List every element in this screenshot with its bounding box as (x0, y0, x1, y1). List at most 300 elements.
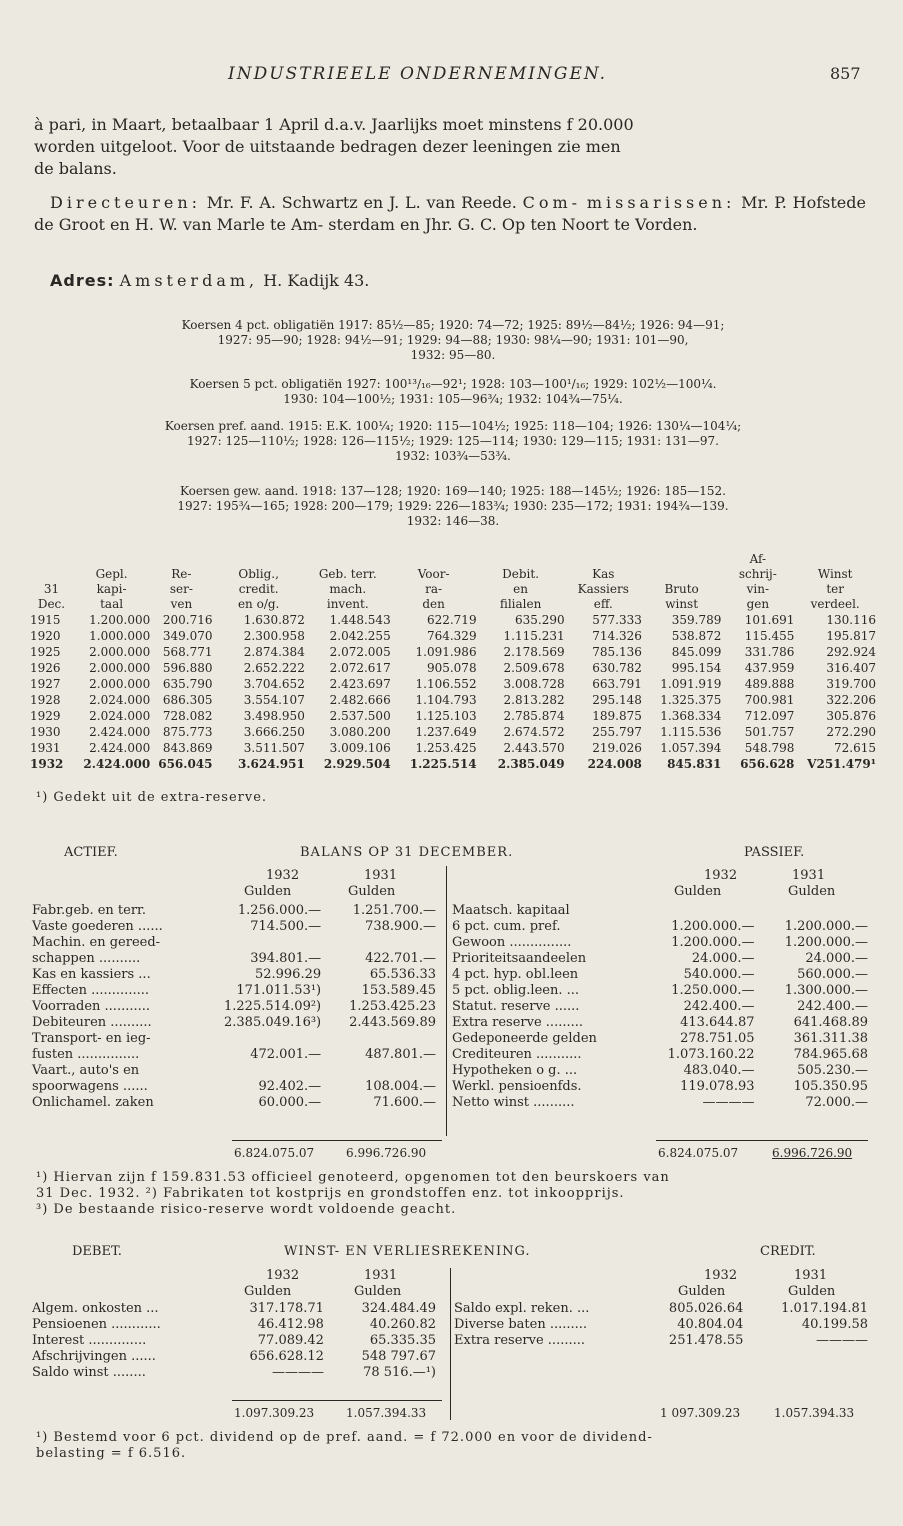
table-cell: 3.554.107 (243, 693, 305, 707)
value-1931: 422.701.— (365, 950, 436, 966)
row-label: Kas en kassiers ... (32, 966, 151, 982)
col-header-text: Debit. en filialen (499, 567, 542, 611)
value-1931: 65.536.33 (369, 966, 436, 982)
table-cell: 2.509.678 (503, 661, 565, 675)
table-cell: 319.700 (826, 677, 876, 691)
table-cell: 292.924 (826, 645, 876, 659)
table-cell: 1.115.231 (503, 629, 565, 643)
value-1932: 1.200.000.— (671, 934, 755, 950)
table-cell: 635.790 (162, 677, 213, 691)
koersen-line: 1932: 146—38. (406, 514, 500, 528)
col-header-text: Kas Kassiers eff. (577, 567, 629, 611)
statement-row (32, 1300, 440, 1316)
table-cell: 1.091.986 (415, 645, 477, 659)
row-label: 4 pct. hyp. obl.leen (452, 966, 579, 982)
credit-table (454, 1300, 872, 1348)
row-label: Interest .............. (32, 1332, 147, 1348)
directeuren-text: Mr. F. A. Schwartz en J. L. van Reede. (206, 193, 517, 212)
value-1931: 548 797.67 (361, 1348, 436, 1364)
table-cell: 2.024.000 (89, 709, 151, 723)
table-cell: 1.368.334 (660, 709, 722, 723)
value-1931: 242.400.— (797, 998, 868, 1014)
table-cell: 712.097 (744, 709, 795, 723)
koersen-block (30, 377, 876, 407)
actief-table (32, 902, 440, 1110)
value-1931: 784.965.68 (793, 1046, 868, 1062)
table-cell: 2.424.000 (89, 741, 151, 755)
table-row (30, 660, 876, 676)
col-header-text: Winst ter verdeel. (810, 567, 860, 611)
row-label: Prioriteitsaandeelen (452, 950, 587, 966)
row-label: Extra reserve ......... (454, 1332, 585, 1348)
footnote-line: ¹) Bestemd voor 6 pct. dividend op de pref. aand. = f 72.000 en voor de dividend- (36, 1430, 653, 1445)
value-1931: 1.251.700.— (352, 902, 436, 918)
adres-label: Adres: (50, 271, 115, 290)
row-label: Vaart., auto's en (32, 1062, 140, 1078)
value-1931: 105.350.95 (793, 1078, 868, 1094)
table-cell: 656.045 (158, 757, 213, 771)
col-header-text: Geb. terr. mach. invent. (318, 567, 377, 611)
value-1931: 2.443.569.89 (349, 1014, 436, 1030)
statement-row (452, 1062, 872, 1078)
table-cell: 2.813.282 (503, 693, 565, 707)
debet-table (32, 1300, 440, 1380)
row-label: Saldo winst ........ (32, 1364, 146, 1380)
statement-row (452, 1094, 872, 1110)
table-row (30, 708, 876, 724)
table-row (30, 724, 876, 740)
value-1931: 1.253.425.23 (349, 998, 436, 1014)
value-1932: 413.644.87 (680, 1014, 755, 1030)
table-cell: 224.008 (587, 757, 642, 771)
passief-total-1931: 6.996.726.90 (772, 1146, 853, 1160)
actief-total-rule (232, 1140, 442, 1141)
value-1931 (325, 1062, 440, 1078)
value-1931: 40.260.82 (369, 1316, 436, 1332)
table-cell: 1.325.375 (660, 693, 722, 707)
unit-label: Gulden (354, 1284, 402, 1299)
table-cell: 2.443.570 (503, 741, 565, 755)
value-1932: 394.801.— (250, 950, 322, 966)
row-label: Transport- en ieg- (32, 1030, 151, 1046)
statement-row (452, 902, 872, 918)
col-header (565, 540, 642, 612)
table-cell: 995.154 (671, 661, 722, 675)
value-1932: 1.250.000.— (671, 982, 755, 998)
row-label: Effecten .............. (32, 982, 149, 998)
row-label: Werkl. pensioenfds. (452, 1078, 582, 1094)
value-1931 (325, 934, 440, 950)
header-title: INDUSTRIEELE ONDERNEMINGEN. (228, 64, 608, 84)
winst-divider (450, 1268, 451, 1420)
koersen-line: 1927: 125—110½; 1928: 126—115½; 1929: 125—114; 1930: 129—115; 1931: 131—97. (187, 434, 719, 448)
credit-total-1931: 1.057.394.33 (774, 1406, 855, 1420)
row-label: Netto winst .......... (452, 1094, 575, 1110)
value-1932: 119.078.93 (680, 1078, 755, 1094)
table-cell: 3.704.652 (243, 677, 305, 691)
value-1932: ———— (271, 1364, 324, 1380)
unit-label: Gulden (348, 884, 396, 899)
col-header (73, 540, 150, 612)
table-cell: 1928 (30, 693, 61, 707)
row-label: 5 pct. oblig.leen. ... (452, 982, 579, 998)
koersen-line: Koersen gew. aand. 1918: 137—128; 1920: 169—140; 1925: 188—145½; 1926: 185—152. (180, 484, 726, 498)
col-header (213, 540, 305, 612)
table-cell: 3.009.106 (329, 741, 391, 755)
value-1931: 40.199.58 (801, 1316, 868, 1332)
statement-row (454, 1316, 872, 1332)
value-1932: 242.400.— (683, 998, 755, 1014)
value-1931: 78 516.—¹) (363, 1364, 436, 1380)
table-cell: 3.080.200 (329, 725, 391, 739)
unit-label: Gulden (788, 884, 836, 899)
value-1932: 317.178.71 (249, 1300, 324, 1316)
statement-row (452, 950, 872, 966)
row-label: spoorwagens ...... (32, 1078, 148, 1094)
table-cell: 3.008.728 (503, 677, 565, 691)
statement-row (32, 1046, 440, 1062)
passief-heading: PASSIEF. (744, 845, 805, 860)
row-label: Gedeponeerde gelden (452, 1030, 597, 1046)
actief-total-1932: 6.824.075.07 (234, 1146, 315, 1160)
table-cell: 322.206 (826, 693, 876, 707)
value-1932: 714.500.— (250, 918, 322, 934)
table-cell: 1.057.394 (660, 741, 722, 755)
table-cell: 1.630.872 (243, 613, 305, 627)
row-label: Onlichamel. zaken (32, 1094, 154, 1110)
row-label: Afschrijvingen ...... (32, 1348, 156, 1364)
table-cell: 200.716 (162, 613, 213, 627)
table-cell: 2.000.000 (89, 645, 151, 659)
table-cell: 905.078 (426, 661, 477, 675)
value-1931: 65.335.35 (369, 1332, 436, 1348)
table-cell: 1915 (30, 613, 61, 627)
table-cell: 1927 (30, 677, 61, 691)
table-cell: 700.981 (744, 693, 795, 707)
statement-row (452, 1030, 872, 1046)
koersen-line: 1930: 104—100½; 1931: 105—96¾; 1932: 104¾—75¼. (283, 392, 623, 406)
table-cell: 331.786 (744, 645, 795, 659)
table-cell: 2.874.384 (243, 645, 305, 659)
value-1931 (759, 902, 873, 918)
row-label: Crediteuren ........... (452, 1046, 582, 1062)
unit-label: Gulden (678, 1284, 726, 1299)
table-cell: 72.615 (834, 741, 876, 755)
value-1932 (197, 1030, 325, 1046)
col-header-text: 31 Dec. (37, 582, 66, 611)
statement-row (454, 1332, 872, 1348)
table-cell: 437.959 (744, 661, 795, 675)
passief-table (452, 902, 872, 1110)
adres-city: Amsterdam, (119, 271, 259, 290)
value-1932: 805.026.64 (668, 1300, 744, 1316)
value-1931: 641.468.89 (793, 1014, 868, 1030)
koersen-line: Koersen 4 pct. obligatiën 1917: 85½—85; 1920: 74—72; 1925: 89½—84½; 1926: 94—91; (181, 318, 725, 332)
col-header (477, 540, 565, 612)
value-1931: 1.200.000.— (784, 918, 868, 934)
table-cell: 2.072.617 (329, 661, 391, 675)
footnote-line: belasting = f 6.516. (36, 1446, 187, 1461)
debet-total-1931: 1.057.394.33 (346, 1406, 427, 1420)
value-1932: 52.996.29 (254, 966, 322, 982)
table-cell: 2.178.569 (503, 645, 565, 659)
running-header (0, 58, 903, 88)
row-label: Hypotheken o g. ... (452, 1062, 578, 1078)
table-cell: 714.326 (592, 629, 642, 643)
credit-heading: CREDIT. (760, 1244, 816, 1259)
debet-total-1932: 1.097.309.23 (234, 1406, 315, 1420)
value-1931: 1.017.194.81 (781, 1300, 868, 1316)
intro-line: de balans. (34, 159, 117, 178)
value-1932: 46.412.98 (257, 1316, 324, 1332)
table-cell: 2.072.005 (329, 645, 391, 659)
value-1932: 24.000.— (691, 950, 755, 966)
value-1932 (640, 902, 758, 918)
balans-divider (446, 866, 447, 1136)
value-1932: 472.001.— (250, 1046, 322, 1062)
directeuren-label: Directeuren: (50, 193, 202, 212)
koersen-block (30, 419, 876, 464)
table-cell: 359.789 (671, 613, 722, 627)
commissarissen-text: Mr. P. Hofstede de Groot en H. W. van Marle te Am- (34, 193, 866, 234)
row-label: Debiteuren .......... (32, 1014, 152, 1030)
value-1932: 1.256.000.— (237, 902, 322, 918)
table-cell: 764.329 (426, 629, 477, 643)
value-1932: 171.011.53¹) (236, 982, 322, 998)
statement-row (32, 902, 440, 918)
statement-row (452, 966, 872, 982)
table-cell: 1925 (30, 645, 61, 659)
footnote-line: 31 Dec. 1932. ²) Fabrikaten tot kostprijs en grondstoffen enz. tot inkoopprijs. (36, 1186, 625, 1201)
table-cell: 2.537.500 (329, 709, 391, 723)
statement-row (454, 1300, 872, 1316)
table-cell: 1.225.514 (409, 757, 477, 771)
table-cell: 845.099 (671, 645, 722, 659)
statement-row (32, 1364, 440, 1380)
row-label: Pensioenen ............ (32, 1316, 161, 1332)
col-header (391, 540, 477, 612)
table-cell: 219.026 (592, 741, 642, 755)
table-cell: V251.479¹ (807, 757, 876, 771)
value-1931: ———— (816, 1332, 868, 1348)
table-cell: 3.666.250 (243, 725, 305, 739)
table-cell: 635.290 (514, 613, 565, 627)
unit-label: Gulden (788, 1284, 836, 1299)
passief-total-rule (656, 1140, 868, 1141)
statement-row (32, 1348, 440, 1364)
koersen-line: Koersen 5 pct. obligatiën 1927: 100¹³/₁₆—92¹; 1928: 103—100¹/₁₆; 1929: 102½—100¼. (189, 377, 717, 391)
koersen-line: 1932: 95—80. (410, 348, 496, 362)
value-1931: 1.200.000.— (784, 934, 868, 950)
col-header (305, 540, 391, 612)
koersen-block (30, 484, 876, 529)
table-row (30, 628, 876, 644)
table-cell: 843.869 (162, 741, 213, 755)
winst-footnote (36, 1430, 868, 1462)
value-1932: 1.200.000.— (671, 918, 755, 934)
col-header-text: Gepl. kapi- taal (95, 567, 128, 611)
table-cell: 785.136 (592, 645, 642, 659)
value-1932: 77.089.42 (257, 1332, 324, 1348)
intro-paragraph (34, 114, 866, 180)
value-1931: 153.589.45 (361, 982, 436, 998)
statement-row (452, 1078, 872, 1094)
row-label: Vaste goederen ...... (32, 918, 163, 934)
col-header (721, 540, 794, 612)
balans-footnotes (36, 1170, 868, 1218)
table-cell: 3.624.951 (238, 757, 305, 771)
commissarissen-label-a: Com- (522, 193, 582, 212)
financial-history-table (30, 540, 876, 772)
statement-row (452, 934, 872, 950)
value-1932: 656.628.12 (249, 1348, 324, 1364)
table-cell: 2.424.000 (83, 757, 151, 771)
table-row (30, 692, 876, 708)
table-cell: 130.116 (826, 613, 876, 627)
balans-title: BALANS OP 31 DECEMBER. (300, 845, 514, 860)
table-cell: 115.455 (744, 629, 795, 643)
col-header (150, 540, 212, 612)
koersen-line: Koersen pref. aand. 1915: E.K. 100¼; 1920: 115—104½; 1925: 118—104; 1926: 130¼—104¼; (164, 419, 742, 433)
year-label: 1931 (364, 868, 398, 883)
col-header (642, 540, 721, 612)
year-label: 1932 (266, 868, 300, 883)
table-cell: 2.785.874 (503, 709, 565, 723)
debet-total-rule (232, 1400, 442, 1401)
table-cell: 2.424.000 (89, 725, 151, 739)
row-label: Fabr.geb. en terr. (32, 902, 146, 918)
adres-line (50, 270, 882, 292)
table-cell: 686.305 (162, 693, 213, 707)
table-row (30, 644, 876, 660)
table-cell: 1.237.649 (415, 725, 477, 739)
table-cell: 2.000.000 (89, 661, 151, 675)
table-cell: 3.511.507 (243, 741, 305, 755)
table-cell: 875.773 (162, 725, 213, 739)
table-cell: 2.300.958 (243, 629, 305, 643)
table-cell: 622.719 (426, 613, 477, 627)
year-label: 1932 (704, 868, 738, 883)
intro-line: à pari, in Maart, betaalbaar 1 April d.a.v. Jaarlijks moet minstens f 20.000 (34, 115, 634, 134)
table-cell: 349.070 (162, 629, 213, 643)
winst-title: WINST- EN VERLIESREKENING. (284, 1244, 531, 1259)
table-cell: 596.880 (162, 661, 213, 675)
value-1932: 251.478.55 (668, 1332, 744, 1348)
page-number: 857 (830, 64, 861, 83)
statement-row (32, 982, 440, 998)
footnote-line: ³) De bestaande risico-reserve wordt voldoende geacht. (36, 1202, 457, 1217)
table-cell: 1.091.919 (660, 677, 722, 691)
passief-total-1932: 6.824.075.07 (658, 1146, 739, 1160)
unit-label: Gulden (244, 884, 292, 899)
statement-row (32, 1332, 440, 1348)
year-label: 1931 (792, 868, 826, 883)
value-1932 (197, 934, 325, 950)
table-cell: 630.782 (592, 661, 642, 675)
col-header-text: Bruto winst (664, 582, 699, 611)
table-cell: 656.628 (740, 757, 795, 771)
table-cell: 728.082 (162, 709, 213, 723)
col-header (794, 540, 876, 612)
value-1932: 1.225.514.09²) (224, 998, 322, 1014)
table-cell: 1930 (30, 725, 61, 739)
value-1932: 2.385.049.16³) (224, 1014, 322, 1030)
table-cell: 1.448.543 (329, 613, 391, 627)
table-cell: 295.148 (592, 693, 642, 707)
actief-heading: ACTIEF. (64, 845, 118, 860)
value-1931: 505.230.— (797, 1062, 868, 1078)
value-1931: 72.000.— (805, 1094, 868, 1110)
row-label: Machin. en gereed- (32, 934, 161, 950)
value-1932 (197, 1062, 325, 1078)
value-1931: 24.000.— (805, 950, 868, 966)
table-cell: 2.482.666 (329, 693, 391, 707)
table-cell: 2.042.255 (329, 629, 391, 643)
table-cell: 195.817 (826, 629, 876, 643)
value-1932: 40.804.04 (677, 1316, 744, 1332)
statement-row (32, 966, 440, 982)
table-cell: 538.872 (671, 629, 722, 643)
table-cell: 305.876 (826, 709, 876, 723)
commissarissen-text-2: sterdam en Jhr. G. C. Op ten Noort te Vorden. (328, 215, 698, 234)
col-header-text: Oblig., credit. en o/g. (237, 567, 280, 611)
col-header-text: Voor- ra- den (417, 567, 450, 611)
statement-row (32, 918, 440, 934)
table-cell: 101.691 (744, 613, 795, 627)
table-cell: 489.888 (744, 677, 795, 691)
statement-row (452, 982, 872, 998)
value-1932: 540.000.— (683, 966, 755, 982)
adres-street: H. Kadijk 43. (263, 271, 370, 290)
table-row (30, 740, 876, 756)
value-1932: 1.073.160.22 (667, 1046, 755, 1062)
table-cell: 1920 (30, 629, 61, 643)
table-cell: 2.000.000 (89, 677, 151, 691)
table-cell: 568.771 (162, 645, 213, 659)
credit-total-1932: 1 097.309.23 (660, 1406, 741, 1420)
table-cell: 1.200.000 (89, 613, 151, 627)
year-label: 1932 (704, 1268, 738, 1283)
koersen-line: 1927: 95—90; 1928: 94½—91; 1929: 94—88; 1930: 98¼—90; 1931: 101—90, (217, 333, 689, 347)
table-cell: 1931 (30, 741, 61, 755)
value-1931: 71.600.— (373, 1094, 436, 1110)
intro-line: worden uitgeloot. Voor de uitstaande bedragen dezer leeningen zie men (34, 137, 621, 156)
row-label: Algem. onkosten ... (32, 1300, 159, 1316)
statement-row (452, 1046, 872, 1062)
commissarissen-label-b: missarissen: (586, 193, 736, 212)
table-cell: 663.791 (592, 677, 642, 691)
value-1931: 738.900.— (365, 918, 436, 934)
table-cell: 1926 (30, 661, 61, 675)
value-1932: 278.751.05 (680, 1030, 755, 1046)
value-1931: 560.000.— (797, 966, 868, 982)
value-1931: 1.300.000.— (784, 982, 868, 998)
statement-row (32, 1094, 440, 1110)
table-row (30, 676, 876, 692)
col-header (30, 540, 73, 612)
table-cell: 316.407 (826, 661, 876, 675)
table-cell: 1.104.793 (415, 693, 477, 707)
row-label: Maatsch. kapitaal (452, 902, 570, 918)
table-cell: 272.290 (826, 725, 876, 739)
table-cell: 1932 (30, 757, 64, 771)
row-label: Statut. reserve ...... (452, 998, 580, 1014)
value-1932: 92.402.— (258, 1078, 322, 1094)
table-cell: 1929 (30, 709, 61, 723)
year-label: 1932 (266, 1268, 300, 1283)
table-cell: 845.831 (667, 757, 722, 771)
statement-row (452, 1014, 872, 1030)
